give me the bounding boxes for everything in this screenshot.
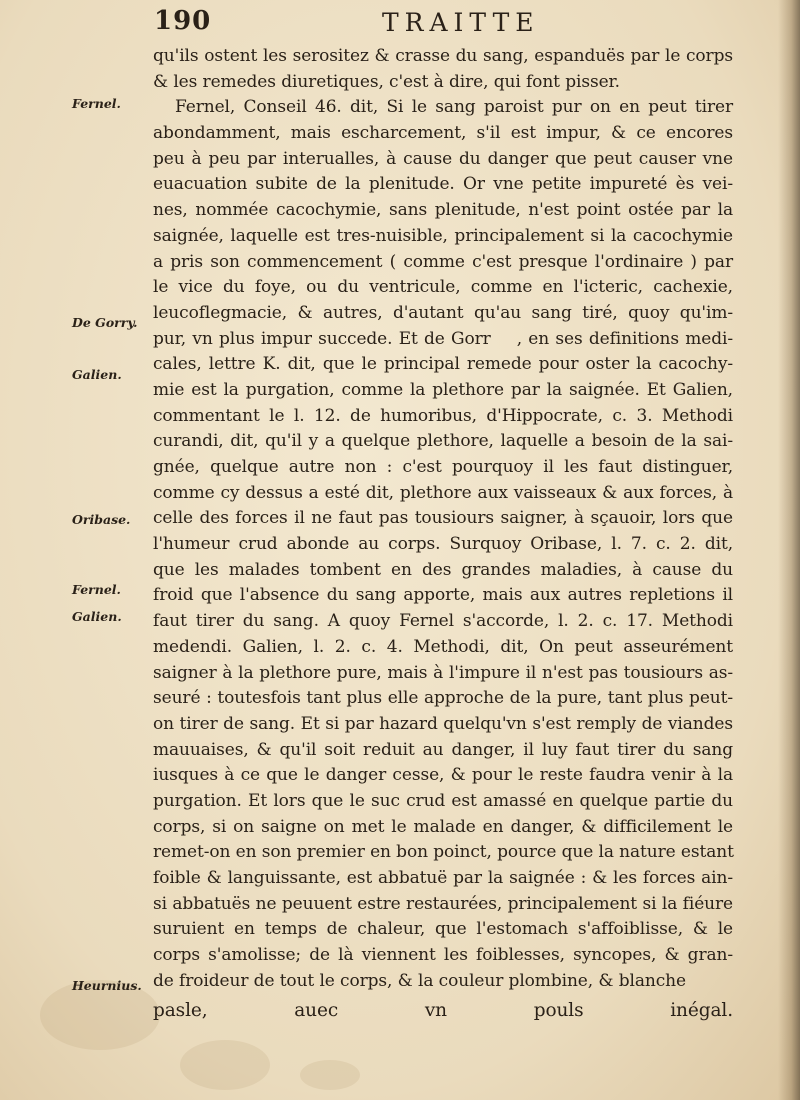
text-line: iusques à ce que le danger cesse, & pour le reste faudra venir à la xyxy=(153,765,733,786)
text-line: pasle, auec vn pouls inégal. xyxy=(153,1000,733,1022)
text-line xyxy=(153,327,733,353)
text-fragment: pur, vn plus impur succede. Et de Gorr xyxy=(153,328,491,349)
text-line: curandi, dit, qu'il y a quelque plethore, laquelle a besoin de la sai- xyxy=(153,431,733,452)
margin-note-fernel-2: Fernel. xyxy=(72,582,121,597)
text-line: on tirer de sang. Et si par hazard quelqu'vn s'est remply de viandes xyxy=(153,713,733,734)
text-line: abondamment, mais escharcement, s'il est impur, & ce encores xyxy=(153,123,733,144)
text-line: leucoflegmacie, & autres, d'autant qu'au sang tiré, quoy qu'im- xyxy=(153,302,733,323)
text-line: suruient en temps de chaleur, que l'estomach s'affoiblisse, & le xyxy=(153,919,733,940)
page-gutter-shadow xyxy=(778,0,800,1100)
margin-note-fernel: Fernel. xyxy=(72,96,121,111)
text-line: euacuation subite de la plenitude. Or vne petite impureté ès vei- xyxy=(153,174,733,195)
margin-note-de-gorry: De Gorry. xyxy=(72,315,138,330)
page-header xyxy=(154,4,754,44)
text-line: a pris son commencement ( comme c'est presque l'ordinaire ) par xyxy=(153,251,733,272)
text-line: l'humeur crud abonde au corps. Surquoy Oribase, l. 7. c. 2. dit, xyxy=(153,534,733,555)
text-line: comme cy dessus a esté dit, plethore aux vaisseaux & aux forces, à xyxy=(153,482,733,503)
text-line: de froideur de tout le corps, & la couleur plombine, & blanche xyxy=(153,970,686,991)
text-line: peu à peu par interualles, à cause du danger que peut causer vne xyxy=(153,148,733,169)
text-line: commentant le l. 12. de humoribus, d'Hippocrate, c. 3. Methodi xyxy=(153,405,733,426)
text-line: que les malades tombent en des grandes maladies, à cause du xyxy=(153,559,733,580)
text-line: nes, nommée cacochymie, sans plenitude, n'est point ostée par la xyxy=(153,200,733,221)
text-line: medendi. Galien, l. 2. c. 4. Methodi, dit, On peut asseurément xyxy=(153,636,733,657)
margin-note-heurnius: Heurnius. xyxy=(72,978,142,993)
margin-note-galien-2: Galien. xyxy=(72,609,122,624)
text-line: mie est la purgation, comme la plethore par la saignée. Et Galien, xyxy=(153,379,733,400)
text-line: corps, si on saigne on met le malade en danger, & difficilement le xyxy=(153,816,733,837)
text-line: remet-on en son premier en bon poinct, pource que la nature estant xyxy=(153,842,734,863)
text-line: corps s'amolisse; de là viennent les foiblesses, syncopes, & gran- xyxy=(153,945,733,966)
text-line: seuré : toutesfois tant plus elle approche de la pure, tant plus peut- xyxy=(153,688,733,709)
text-line: foible & languissante, est abbatuë par la saignée : & les forces ain- xyxy=(153,868,733,888)
page-number: 190 xyxy=(154,6,212,36)
body-text xyxy=(153,44,733,1024)
text-line: qu'ils ostent les serositez & crasse du sang, espanduës par le corps xyxy=(153,46,733,66)
text-line: cales, lettre K. dit, que le principal remede pour oster la cacochy- xyxy=(153,354,733,375)
text-line: gnée, quelque autre non : c'est pourquoy il les faut distinguer, xyxy=(153,457,733,477)
text-fragment: , en ses definitions medi- xyxy=(516,328,733,349)
paper-stain xyxy=(300,1060,360,1090)
margin-note-galien: Galien. xyxy=(72,367,122,382)
text-line: celle des forces il ne faut pas tousiours saigner, à sçauoir, lors que xyxy=(153,508,733,529)
margin-note-oribase: Oribase. xyxy=(72,512,131,527)
text-line: mauuaises, & qu'il soit reduit au danger, il luy faut tirer du sang xyxy=(153,739,733,760)
text-line: saignée, laquelle est tres-nuisible, principalement si la cacochymie xyxy=(153,225,733,246)
text-line: purgation. Et lors que le suc crud est amassé en quelque partie du xyxy=(153,790,733,811)
text-line: faut tirer du sang. A quoy Fernel s'accorde, l. 2. c. 17. Methodi xyxy=(153,611,733,632)
text-line: le vice du foye, ou du ventricule, comme en l'icteric, cachexie, xyxy=(153,277,733,298)
paper-stain xyxy=(180,1040,270,1090)
text-line: froid que l'absence du sang apporte, mais aux autres repletions il xyxy=(153,585,733,606)
text-line: & les remedes diuretiques, c'est à dire, qui font pisser. xyxy=(153,71,620,92)
text-line: si abbatuës ne peuuent estre restaurées, principalement si la fiéure xyxy=(153,893,733,914)
text-line: Fernel, Conseil 46. dit, Si le sang paroist pur on en peut tirer xyxy=(175,97,733,118)
text-line: saigner à la plethore pure, mais à l'impure il n'est pas tousiours as- xyxy=(153,662,733,683)
running-title: TRAITTE xyxy=(382,8,540,37)
